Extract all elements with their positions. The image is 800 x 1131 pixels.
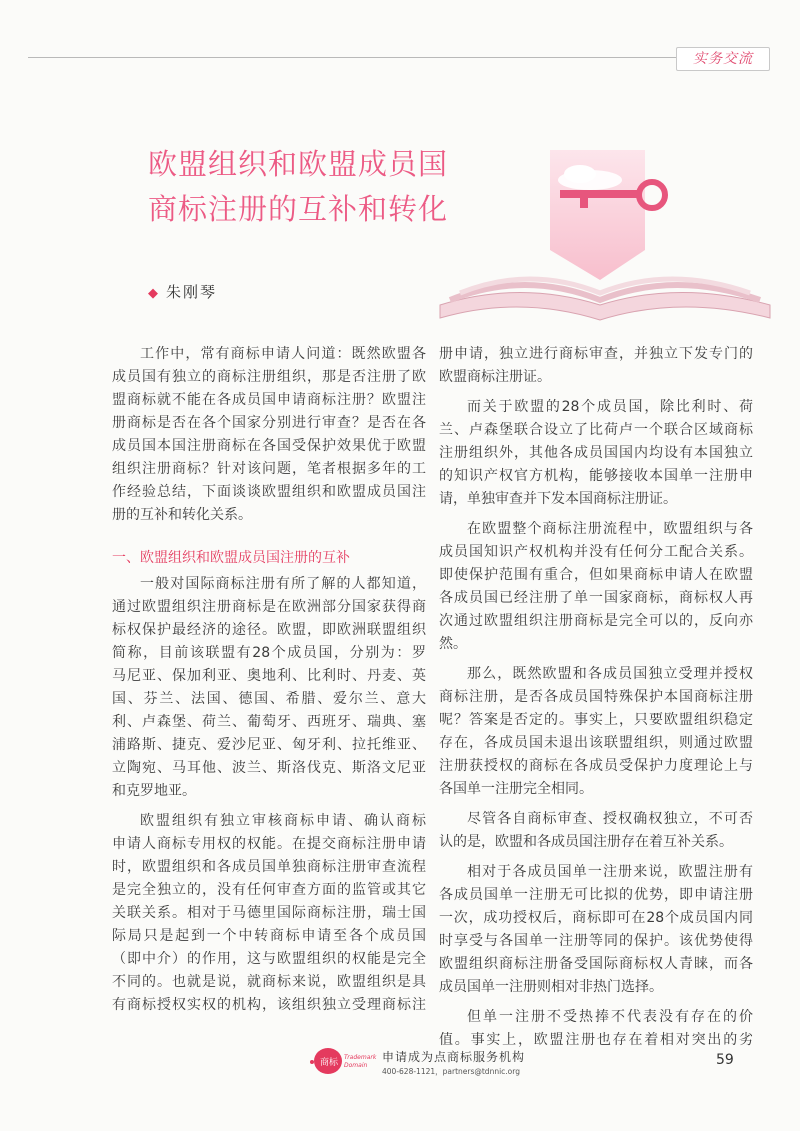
text-line: 册商标是否在各个国家分别进行审查？是否在各 [112,415,426,431]
section-heading: 一、欧盟组织和欧盟成员国注册的互补 [112,550,350,566]
text-line: 注册获授权的商标在各成员受保护力度理论上与 [439,758,753,774]
text-line: 申请人商标专用权的权能。在提交商标注册申请 [112,836,426,852]
paragraph [439,343,753,389]
text-line: 和克罗地亚。 [112,783,196,799]
text-line: 而关于欧盟的28个成员国，除比利时、荷 [467,399,753,415]
text-line: 册申请，独立进行商标审查，并独立下发专门的 [439,346,753,362]
text-line: 工作中，常有商标申请人问道：既然欧盟各 [140,346,426,362]
paragraph [439,518,753,656]
text-line: 作经验总结，下面谈谈欧盟组织和欧盟成员国注 [112,484,426,500]
svg-text:商标: 商标 [320,1058,339,1068]
article-title [148,142,448,232]
text-line: 欧盟组织商标注册备受国际商标权人青睐，而各 [439,956,753,972]
text-line: 盟商标就不能在各成员国申请商标注册？欧盟注 [112,392,426,408]
text-line: 一次，成功授权后，商标即可在28个成员国内同 [439,910,753,926]
text-line: 注册组织外，其他各成员国国内均设有本国独立 [439,445,753,461]
text-line: 马尼亚、保加利亚、奥地利、比利时、丹麦、英 [112,668,426,684]
text-line: 立陶宛、马耳他、波兰、斯洛伐克、斯洛文尼亚 [112,760,426,776]
paragraph [439,1006,753,1052]
text-line: 然。 [439,636,467,652]
text-line: 浦路斯、捷克、爱沙尼亚、匈牙利、拉托维亚、 [112,737,426,753]
text-line: 尽管各自商标审查、授权确权独立，不可否 [467,811,753,827]
text-line: 请，单独审查并下发本国商标注册证。 [439,491,677,507]
book-key-illustration [430,140,775,335]
svg-text:Trademark: Trademark [344,1054,377,1061]
text-line: 各成员国单一注册无可比拟的优势，即申请注册 [439,887,753,903]
text-line: 有商标授权实权的机构，该组织独立受理商标注 [112,997,426,1013]
text-line: 一般对国际商标注册有所了解的人都知道， [140,576,426,592]
author-byline [148,281,217,302]
text-line: 次通过欧盟组织注册商标是完全可以的，反向亦 [439,613,753,629]
title-line: 欧盟组织和欧盟成员国 [148,147,449,181]
paragraph [439,663,753,801]
text-line: 商标注册，是否各成员国特殊保护本国商标注册 [439,689,753,705]
text-line: 认的是，欧盟和各成员国注册存在着互补关系。 [439,834,733,850]
text-line: 不同的。也就是说，就商标来说，欧盟组织是具 [112,974,426,990]
paragraph [112,810,426,1017]
text-line: 即使保护范围有重合，但如果商标申请人在欧盟 [439,567,753,583]
text-line: 是完全独立的，没有任何审查方面的监管或其它 [112,882,426,898]
text-line: 国、芬兰、法国、德国、希腊、爱尔兰、意大 [112,691,426,707]
svg-text:Domain: Domain [344,1062,368,1069]
paragraph [112,573,426,803]
text-line: 时享受与各国单一注册等同的保护。该优势使得 [439,933,753,949]
text-line: 通过欧盟组织注册商标是在欧洲部分国家获得商 [112,599,426,615]
text-line: 组织注册商标？针对该问题，笔者根据多年的工 [112,461,426,477]
text-line: 欧盟组织有独立审核商标申请、确认商标 [140,813,426,829]
text-line: 关联关系。相对于马德里国际商标注册，瑞士国 [112,905,426,921]
footer-slogan: 申请成为点商标服务机构 [382,1050,526,1064]
text-line: 欧盟商标注册证。 [439,369,551,385]
text-line: 值。事实上，欧盟注册也存在着相对突出的劣 [439,1032,753,1048]
text-line: 各成员国已经注册了单一国家商标，商标权人再 [439,590,753,606]
page-number: 59 [716,1052,734,1068]
diamond-icon: ◆ [148,286,160,301]
author-name: 朱刚琴 [166,283,218,301]
text-line: 相对于各成员国单一注册来说，欧盟注册有 [467,864,753,880]
title-line: 商标注册的互补和转化 [148,192,449,226]
text-line: 时，欧盟组织和各成员国单独商标注册审查流程 [112,859,426,875]
text-line: 成员国单一注册则相对非热门选择。 [439,979,663,995]
left-column [112,343,426,1024]
text-line: 但单一注册不受热捧不代表没有存在的价 [467,1009,753,1025]
paragraph [439,396,753,511]
text-line: 那么，既然欧盟和各成员国独立受理并授权 [467,666,753,682]
section-tab: 实务交流 [676,47,770,71]
text-line: 各国单一注册完全相同。 [439,781,593,797]
text-line: 存在，各成员国未退出该联盟组织，则通过欧盟 [439,735,753,751]
paragraph [439,808,753,854]
header-rule [28,57,678,58]
text-line: 在欧盟整个商标注册流程中，欧盟组织与各 [467,521,753,537]
text-line: 册的互补和转化关系。 [112,507,252,523]
right-column [439,343,753,1059]
text-line: 成员国有独立的商标注册组织，那是否注册了欧 [112,369,426,385]
text-line: 际局只是起到一个中转商标申请至各个成员国 [112,928,426,944]
text-line: 标权保护最经济的途径。欧盟，即欧洲联盟组织 [112,622,426,638]
text-line: 兰、卢森堡联合设立了比荷卢一个联合区域商标 [439,422,753,438]
text-line: （即中介）的作用，这与欧盟组织的权能是完全 [112,951,426,967]
footer-contact: 400-628-1121，partners@tdnnic.org [382,1067,520,1076]
text-line: 利、卢森堡、荷兰、葡萄牙、西班牙、瑞典、塞 [112,714,426,730]
text-line: 简称，目前该联盟有28个成员国，分别为：罗 [112,645,426,661]
text-line: 成员国本国注册商标在各国受保护效果优于欧盟 [112,438,426,454]
paragraph [439,861,753,999]
text-line: 的知识产权官方机构，能够接收本国单一注册申 [439,468,753,484]
text-line: 成员国知识产权机构并没有任何分工配合关系。 [439,544,753,560]
text-line: 呢？答案是否定的。事实上，只要欧盟组织稳定 [439,712,753,728]
trademark-domain-logo [308,1045,378,1077]
paragraph [112,343,426,527]
